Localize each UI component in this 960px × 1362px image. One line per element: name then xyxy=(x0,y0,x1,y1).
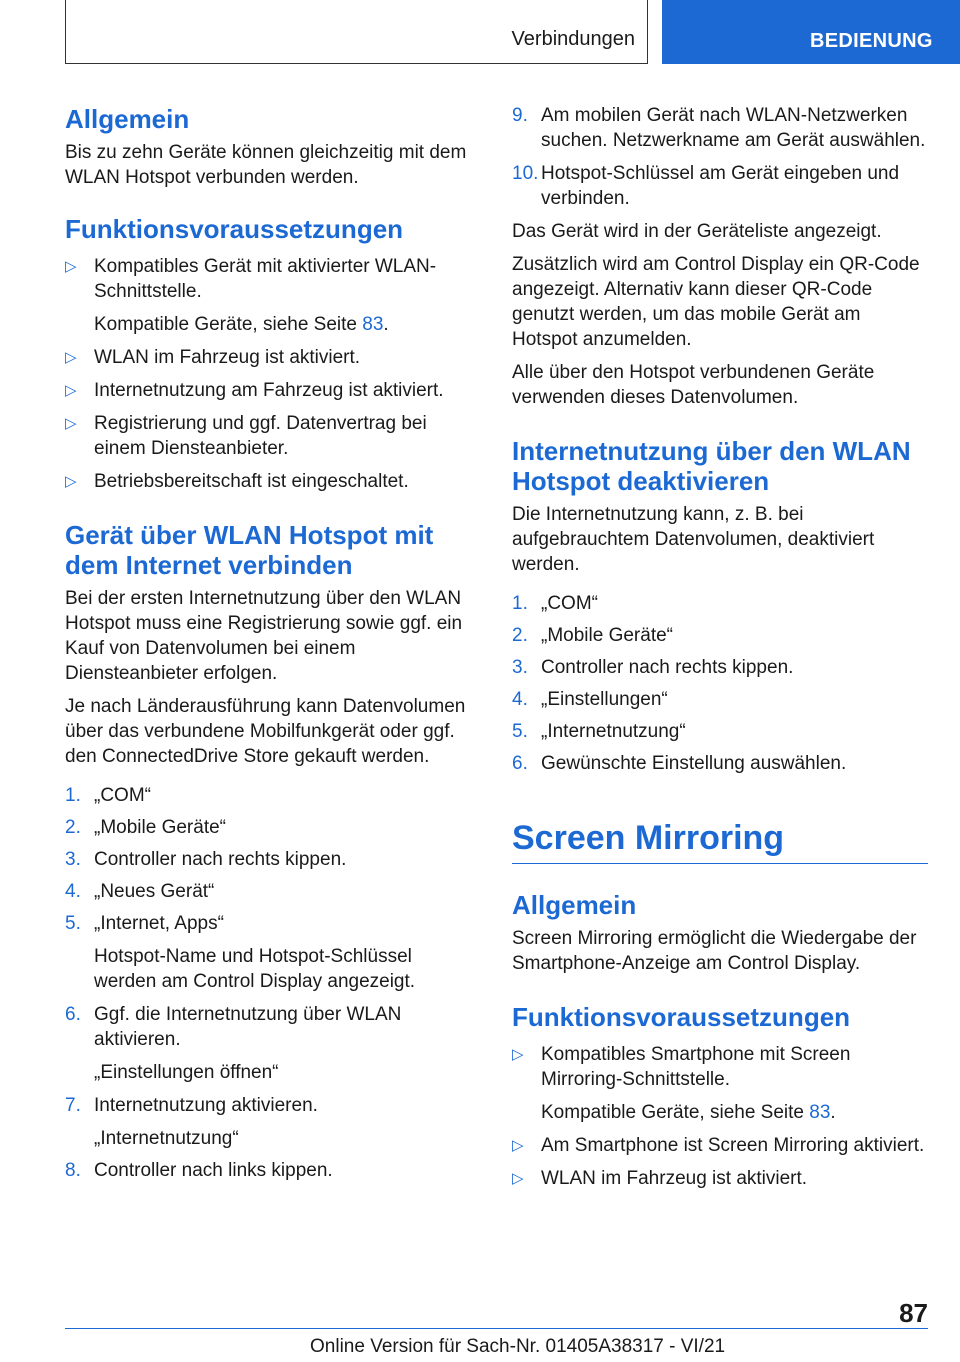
steps-list-continued xyxy=(512,103,928,211)
left-column xyxy=(65,100,473,1183)
list-item: 4. „Neues Gerät“ xyxy=(65,881,215,902)
list-item: 1. „COM“ xyxy=(512,593,598,614)
list-item: ▷ WLAN im Fahrzeug ist aktiviert. xyxy=(65,347,361,368)
footer-version-text: Online Version für Sach-Nr. 01405A38317 - VI/21 xyxy=(310,1336,726,1357)
bullet-triangle-icon: ▷ xyxy=(65,415,77,432)
bullet-triangle-icon: ▷ xyxy=(65,382,77,399)
paragraph-deaktivieren: Die Internetnutzung kann, z. B. bei aufgebrauchtem Datenvolumen, deaktiviert werden. xyxy=(512,504,875,575)
list-item: 10. Hotspot-Schlüssel am Gerät eingeben und verbinden. xyxy=(512,163,900,209)
steps-list xyxy=(65,783,473,1183)
list-item: 5. „Internet, Apps“ xyxy=(65,913,224,934)
list-item: 8. Controller nach links kippen. xyxy=(65,1160,333,1181)
list-item: 3. Controller nach rechts kippen. xyxy=(65,849,347,870)
bullet-triangle-icon: ▷ xyxy=(65,258,77,275)
list-item-note: „Einstellungen öffnen“ xyxy=(94,1062,279,1083)
paragraph-qr-code: Zusätzlich wird am Control Display ein QR-Code angezeigt. Alternativ kann dieser QR-Code genutzt werden, um das mobile Gerät am Hotspot anzumelden. xyxy=(512,254,920,350)
chapter-tab: BEDIENUNG xyxy=(662,0,960,64)
heading-funktionsvoraussetzungen: Funktionsvoraussetzungen xyxy=(65,214,404,244)
page-header xyxy=(0,0,960,66)
heading-allgemein: Allgemein xyxy=(65,104,190,134)
list-item: 2. „Mobile Geräte“ xyxy=(65,817,226,838)
list-item-note: Hotspot-Name und Hotspot-Schlüssel werden am Control Display angezeigt. xyxy=(94,946,416,992)
bullet-triangle-icon: ▷ xyxy=(65,349,77,366)
list-item: 6. Gewünschte Einstellung auswählen. xyxy=(512,753,847,774)
list-item-note: „Internetnutzung“ xyxy=(94,1128,239,1149)
page-link[interactable]: 83 xyxy=(362,314,384,335)
paragraph-device-list: Das Gerät wird in der Geräteliste angezeigt. xyxy=(512,221,882,242)
list-item: 9. Am mobilen Gerät nach WLAN-Netzwerken suchen. Netzwerkname am Gerät auswählen. xyxy=(512,105,926,151)
paragraph-verbinden-1: Bei der ersten Internetnutzung über den WLAN Hotspot muss eine Registrierung sowie ggf. ein Kauf von Datenvolumen bei einem Diensteanbieter erfolgen. xyxy=(65,588,463,684)
heading-deaktivieren: Internetnutzung über den WLAN Hotspot deaktivieren xyxy=(512,436,911,496)
heading-verbinden: Gerät über WLAN Hotspot mit dem Internet verbinden xyxy=(65,520,434,580)
list-item: 7. Internetnutzung aktivieren. xyxy=(65,1095,318,1116)
list-item: ▷ Registrierung und ggf. Datenvertrag bei einem Diensteanbieter. xyxy=(65,413,427,459)
paragraph-data-volume: Alle über den Hotspot verbundenen Geräte verwenden dieses Datenvolumen. xyxy=(512,362,875,408)
heading-funktionsvoraussetzungen-screen: Funktionsvoraussetzungen xyxy=(512,1002,851,1032)
paragraph-allgemein: Bis zu zehn Geräte können gleichzeitig mit dem WLAN Hotspot verbunden werden. xyxy=(65,142,467,188)
list-item: ▷ Am Smartphone ist Screen Mirroring aktiviert. xyxy=(512,1135,925,1156)
section-title: Verbindungen xyxy=(511,28,635,50)
list-item: 5. „Internetnutzung“ xyxy=(512,721,686,742)
section-tab xyxy=(65,0,648,64)
list-item: 6. Ggf. die Internetnutzung über WLAN aktivieren. xyxy=(65,1004,402,1050)
paragraph-screen-mirroring: Screen Mirroring ermöglicht die Wiedergabe der Smartphone-Anzeige am Control Display. xyxy=(512,928,917,974)
page-number: 87 xyxy=(899,1298,928,1328)
list-item: ▷ Kompatibles Smartphone mit Screen Mirroring-Schnittstelle. xyxy=(512,1044,851,1090)
heading-screen-mirroring: Screen Mirroring xyxy=(512,818,928,864)
list-item-note: Kompatible Geräte, siehe Seite 83. xyxy=(94,314,389,335)
screen-requirements-list xyxy=(512,1042,928,1191)
bullet-triangle-icon: ▷ xyxy=(65,473,77,490)
list-item: 4. „Einstellungen“ xyxy=(512,689,668,710)
bullet-triangle-icon: ▷ xyxy=(512,1170,524,1187)
list-item: ▷ Betriebsbereitschaft ist eingeschaltet. xyxy=(65,471,409,492)
list-item: ▷ Kompatibles Gerät mit aktivierter WLAN-Schnittstelle. xyxy=(65,256,437,302)
paragraph-verbinden-2: Je nach Länderausführung kann Datenvolumen über das verbundene Mobilfunkgerät oder ggf. den ConnectedDrive Store gekauft werden. xyxy=(65,696,466,767)
list-item: 1. „COM“ xyxy=(65,785,151,806)
right-column xyxy=(512,100,928,1191)
heading-allgemein-screen: Allgemein xyxy=(512,890,637,920)
list-item: ▷ Internetnutzung am Fahrzeug ist aktiviert. xyxy=(65,380,444,401)
list-item-note: Kompatible Geräte, siehe Seite 83. xyxy=(541,1102,836,1123)
deactivate-steps-list xyxy=(512,591,928,776)
list-item: 2. „Mobile Geräte“ xyxy=(512,625,673,646)
bullet-triangle-icon: ▷ xyxy=(512,1137,524,1154)
page-link[interactable]: 83 xyxy=(809,1102,831,1123)
bullet-triangle-icon: ▷ xyxy=(512,1046,524,1063)
list-item: ▷ WLAN im Fahrzeug ist aktiviert. xyxy=(512,1168,808,1189)
footer-divider xyxy=(65,1328,928,1329)
requirements-list xyxy=(65,254,473,494)
list-item: 3. Controller nach rechts kippen. xyxy=(512,657,794,678)
